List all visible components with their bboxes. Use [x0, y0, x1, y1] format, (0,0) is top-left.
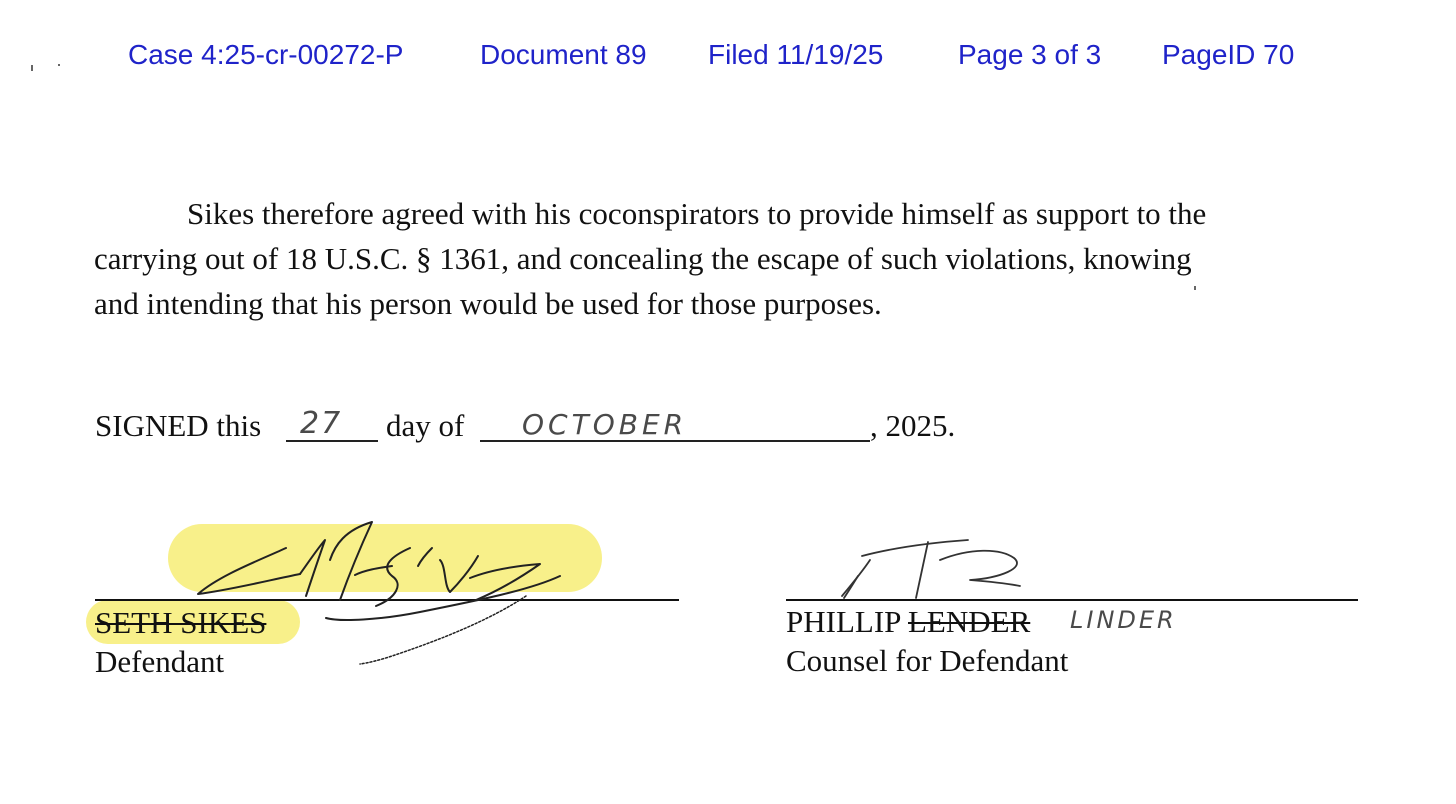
defendant-role: Defendant — [95, 644, 225, 679]
filed-date: Filed 11/19/25 — [708, 39, 884, 70]
counsel-role: Counsel for Defendant — [786, 643, 1069, 678]
paragraph-line-2: carrying out of 18 U.S.C. § 1361, and concealing the escape of such violations, knowing — [94, 241, 1192, 276]
counsel-signature — [842, 540, 1020, 598]
handwritten-day: 27 — [300, 406, 343, 441]
defendant-name-text: SETH SIKES — [95, 605, 267, 640]
paragraph-line-3: and intending that his person would be used for those purposes. — [94, 286, 882, 321]
defendant-signature — [198, 522, 560, 664]
signed-middle: day of — [386, 408, 465, 443]
signed-prefix: SIGNED this — [95, 408, 262, 443]
counsel-first-name: PHILLIP — [786, 604, 901, 639]
handwritten-month: OCTOBER — [522, 408, 688, 441]
case-number: Case 4:25-cr-00272-P — [128, 39, 404, 70]
signed-suffix: , 2025. — [870, 408, 956, 443]
counsel-struck-surname: LENDER — [908, 604, 1031, 639]
page-indicator: Page 3 of 3 — [958, 39, 1102, 70]
counsel-handwritten-correction: LINDER — [1070, 606, 1177, 634]
page-id: PageID 70 — [1162, 39, 1295, 70]
document-number: Document 89 — [480, 39, 647, 70]
scan-marks — [31, 64, 1196, 290]
paragraph-line-1: Sikes therefore agreed with his coconspirators to provide himself as support to the — [187, 196, 1207, 231]
